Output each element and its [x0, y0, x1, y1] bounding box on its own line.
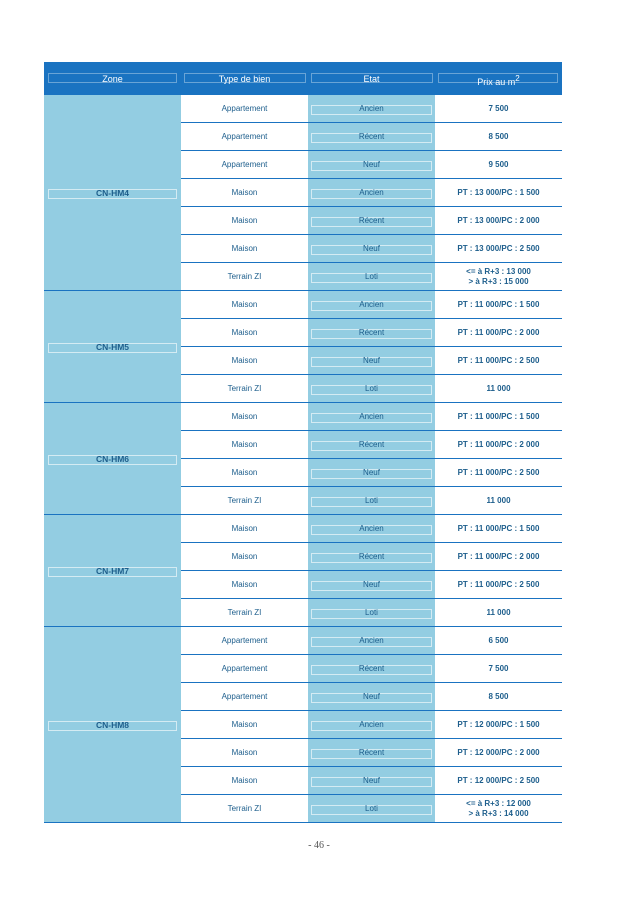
etat-label: Loti	[365, 272, 378, 281]
etat-cell	[308, 431, 435, 458]
etat-cell	[308, 123, 435, 150]
etat-cell	[308, 375, 435, 402]
prix-line: PT : 11 000/PC : 2 000	[457, 551, 540, 561]
prix-cell	[435, 627, 562, 654]
prix-cell	[435, 291, 562, 318]
prix-cell	[435, 235, 562, 262]
type-cell: Maison	[231, 244, 258, 253]
type-cell: Maison	[231, 356, 258, 365]
etat-cell	[308, 795, 435, 822]
prix-line: PT : 11 000/PC : 2 000	[457, 327, 540, 337]
etat-cell	[308, 459, 435, 486]
etat-label: Neuf	[363, 244, 380, 253]
table-row	[181, 459, 562, 487]
table-row	[181, 319, 562, 347]
table-body	[44, 95, 562, 823]
prix-cell	[435, 179, 562, 206]
prix-cell	[435, 207, 562, 234]
etat-label: Récent	[358, 216, 385, 225]
header-prix	[435, 65, 562, 98]
prix-line: 11 000	[486, 383, 511, 393]
etat-label: Ancien	[359, 412, 384, 421]
table-row	[181, 515, 562, 543]
table-row	[181, 571, 562, 599]
etat-cell	[308, 291, 435, 318]
prix-line: PT : 11 000/PC : 1 500	[457, 411, 540, 421]
etat-label: Neuf	[363, 776, 380, 785]
etat-label: Ancien	[359, 636, 384, 645]
table-row	[181, 431, 562, 459]
prix-line: PT : 11 000/PC : 2 500	[457, 355, 540, 365]
prix-cell	[435, 263, 562, 290]
prix-line: > à R+3 : 15 000	[468, 276, 529, 286]
prix-line: 11 000	[486, 495, 511, 505]
etat-cell	[308, 627, 435, 654]
etat-cell	[308, 515, 435, 542]
prix-cell	[435, 459, 562, 486]
type-cell: Terrain ZI	[227, 608, 262, 617]
prix-line: PT : 13 000/PC : 2 000	[457, 215, 540, 225]
zone-cell	[44, 95, 181, 290]
type-cell: Appartement	[221, 664, 268, 673]
table-row	[181, 123, 562, 151]
table-row	[181, 739, 562, 767]
etat-cell	[308, 767, 435, 794]
table-row	[181, 655, 562, 683]
table-row	[181, 599, 562, 626]
prix-cell	[435, 487, 562, 514]
table-row	[181, 487, 562, 514]
etat-label: Ancien	[359, 188, 384, 197]
prix-cell	[435, 319, 562, 346]
type-cell: Maison	[231, 300, 258, 309]
prix-cell	[435, 543, 562, 570]
prix-line: <= à R+3 : 12 000	[466, 798, 531, 808]
table-row	[181, 207, 562, 235]
etat-cell	[308, 403, 435, 430]
header-prix-label: Prix au m	[477, 76, 516, 87]
table-row	[181, 683, 562, 711]
etat-label: Neuf	[363, 468, 380, 477]
etat-label: Ancien	[359, 300, 384, 309]
prix-line: > à R+3 : 14 000	[468, 808, 529, 818]
table-row	[181, 403, 562, 431]
table-header	[44, 62, 562, 95]
prix-cell	[435, 599, 562, 626]
prix-line: 7 500	[488, 103, 509, 113]
etat-label: Loti	[365, 608, 378, 617]
type-cell: Appartement	[221, 636, 268, 645]
prix-line: 9 500	[488, 159, 509, 169]
zone-cell	[44, 515, 181, 626]
etat-cell	[308, 683, 435, 710]
zone-label: CN-HM7	[95, 565, 130, 576]
table-row	[181, 263, 562, 290]
prix-line: 6 500	[488, 635, 509, 645]
etat-cell	[308, 487, 435, 514]
zone-label: CN-HM8	[95, 719, 130, 730]
etat-label: Récent	[358, 664, 385, 673]
etat-cell	[308, 543, 435, 570]
table-row	[181, 291, 562, 319]
table-row	[181, 347, 562, 375]
table-row	[181, 795, 562, 822]
header-prix-sup: 2	[515, 74, 520, 83]
type-cell: Terrain ZI	[227, 272, 262, 281]
header-zone: Zone	[102, 73, 123, 84]
prix-line: PT : 11 000/PC : 1 500	[457, 299, 540, 309]
type-cell: Maison	[231, 328, 258, 337]
zone-group	[44, 291, 562, 403]
prix-cell	[435, 123, 562, 150]
zone-group	[44, 627, 562, 823]
prix-cell	[435, 375, 562, 402]
type-cell: Maison	[231, 468, 258, 477]
zone-label: CN-HM5	[95, 341, 130, 352]
prix-line: PT : 11 000/PC : 1 500	[457, 523, 540, 533]
prix-line: 7 500	[488, 663, 509, 673]
prix-line: 11 000	[486, 607, 511, 617]
prix-line: 8 500	[488, 131, 509, 141]
header-etat: Etat	[363, 73, 380, 84]
prix-cell	[435, 767, 562, 794]
prix-cell	[435, 571, 562, 598]
etat-label: Loti	[365, 384, 378, 393]
table-row	[181, 179, 562, 207]
type-cell: Maison	[231, 188, 258, 197]
etat-cell	[308, 95, 435, 122]
table-row	[181, 711, 562, 739]
table-row	[181, 767, 562, 795]
prix-cell	[435, 655, 562, 682]
type-cell: Maison	[231, 580, 258, 589]
prix-cell	[435, 515, 562, 542]
prix-cell	[435, 711, 562, 738]
type-cell: Appartement	[221, 160, 268, 169]
type-cell: Maison	[231, 748, 258, 757]
zone-cell	[44, 403, 181, 514]
prix-line: PT : 12 000/PC : 1 500	[457, 719, 540, 729]
etat-label: Récent	[358, 440, 385, 449]
type-cell: Maison	[231, 552, 258, 561]
etat-label: Récent	[358, 328, 385, 337]
table-row	[181, 95, 562, 123]
prix-cell	[435, 403, 562, 430]
table-row	[181, 627, 562, 655]
etat-label: Ancien	[359, 524, 384, 533]
prix-cell	[435, 347, 562, 374]
prix-line: PT : 13 000/PC : 2 500	[457, 243, 540, 253]
table-row	[181, 235, 562, 263]
zone-label: CN-HM6	[95, 453, 130, 464]
etat-cell	[308, 739, 435, 766]
prix-cell	[435, 795, 562, 822]
type-cell: Maison	[231, 524, 258, 533]
prix-line: PT : 11 000/PC : 2 500	[457, 579, 540, 589]
zone-cell	[44, 627, 181, 822]
prix-cell	[435, 739, 562, 766]
type-cell: Appartement	[221, 104, 268, 113]
etat-cell	[308, 151, 435, 178]
type-cell: Maison	[231, 412, 258, 421]
table-row	[181, 151, 562, 179]
etat-cell	[308, 655, 435, 682]
etat-label: Neuf	[363, 160, 380, 169]
prix-line: <= à R+3 : 13 000	[466, 266, 531, 276]
etat-cell	[308, 599, 435, 626]
etat-cell	[308, 571, 435, 598]
type-cell: Terrain ZI	[227, 496, 262, 505]
etat-label: Neuf	[363, 692, 380, 701]
table-row	[181, 543, 562, 571]
type-cell: Terrain ZI	[227, 384, 262, 393]
etat-cell	[308, 235, 435, 262]
etat-cell	[308, 319, 435, 346]
zone-cell	[44, 291, 181, 402]
etat-label: Neuf	[363, 356, 380, 365]
etat-cell	[308, 347, 435, 374]
etat-label: Ancien	[359, 720, 384, 729]
prix-line: PT : 13 000/PC : 1 500	[457, 187, 540, 197]
etat-label: Neuf	[363, 580, 380, 589]
prix-cell	[435, 431, 562, 458]
etat-label: Récent	[358, 132, 385, 141]
prix-line: PT : 11 000/PC : 2 500	[457, 467, 540, 477]
page-number: - 46 -	[308, 840, 330, 851]
etat-cell	[308, 263, 435, 290]
prix-cell	[435, 683, 562, 710]
zone-group	[44, 95, 562, 291]
type-cell: Terrain ZI	[227, 804, 262, 813]
type-cell: Appartement	[221, 692, 268, 701]
prix-line: PT : 11 000/PC : 2 000	[457, 439, 540, 449]
type-cell: Maison	[231, 440, 258, 449]
prix-cell	[435, 151, 562, 178]
table-row	[181, 375, 562, 402]
type-cell: Maison	[231, 216, 258, 225]
prix-cell	[435, 95, 562, 122]
prix-line: PT : 12 000/PC : 2 000	[457, 747, 540, 757]
etat-cell	[308, 179, 435, 206]
price-table	[44, 62, 562, 823]
prix-line: PT : 12 000/PC : 2 500	[457, 775, 540, 785]
etat-label: Ancien	[359, 104, 384, 113]
prix-line: 8 500	[488, 691, 509, 701]
zone-label: CN-HM4	[95, 187, 130, 198]
etat-label: Loti	[365, 804, 378, 813]
zone-group	[44, 515, 562, 627]
type-cell: Maison	[231, 720, 258, 729]
etat-cell	[308, 207, 435, 234]
etat-label: Récent	[358, 748, 385, 757]
type-cell: Maison	[231, 776, 258, 785]
etat-label: Récent	[358, 552, 385, 561]
etat-label: Loti	[365, 496, 378, 505]
etat-cell	[308, 711, 435, 738]
type-cell: Appartement	[221, 132, 268, 141]
header-type: Type de bien	[218, 73, 271, 84]
zone-group	[44, 403, 562, 515]
